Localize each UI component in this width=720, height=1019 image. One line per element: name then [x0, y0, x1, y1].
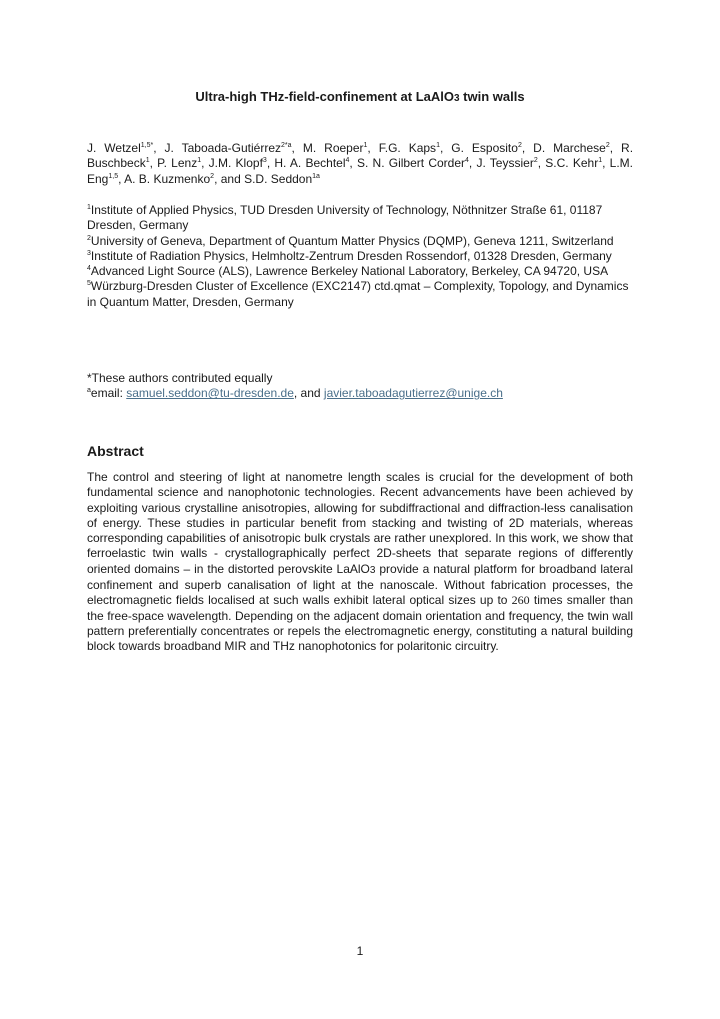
- affiliation-list: [87, 203, 633, 310]
- author-name: M. Roeper: [302, 141, 364, 155]
- author-affiliation-marker: 4: [345, 157, 350, 165]
- author-separator: ,: [537, 156, 546, 171]
- author-name: D. Marchese: [533, 141, 606, 155]
- author-separator: ,: [521, 141, 534, 155]
- author-name: H. A. Bechtel: [274, 156, 346, 171]
- paper-title: [87, 88, 633, 108]
- author-separator: ,: [367, 141, 379, 155]
- author-name: J.M. Klopf: [208, 156, 263, 171]
- abstract-part-1: The control and steering of light at nanometre length scales is crucial for the development of both fundamental science and nanophotonic technologies. Recent advancements have been achieved by exploiting various crystalline anisotropies, allowing for subdiffractional and diffraction-less canalisation of energy. These studies in particular benefit from stacking and twisting of 2D materials, whereas corresponding capabilities of anisotropic bulk crystals are rather unexplored. In this work, we show that ferroelastic twin walls - crystallographically perfect 2D-sheets that separate regions of differently oriented domains – in the distorted perovskite LaAlO: [87, 470, 633, 576]
- abstract-subscript: 3: [369, 564, 376, 576]
- author-affiliation-marker: 1: [363, 142, 368, 149]
- affiliation-text: Institute of Radiation Physics, Helmholtz-Zentrum Dresden Rossendorf, 01328 Dresden, Germany: [90, 248, 612, 263]
- author-affiliation-marker: 2: [605, 142, 610, 149]
- email-label: email:: [90, 386, 127, 401]
- author-name: G. Esposito: [451, 141, 518, 155]
- email-note: [87, 386, 633, 401]
- page-number: 1: [356, 944, 364, 958]
- author-notes: [87, 371, 633, 402]
- affiliation-number: 5: [87, 280, 91, 288]
- author-name: L.M. Eng: [87, 156, 634, 186]
- author-name: P. Lenz: [157, 156, 198, 171]
- affiliation-item: [87, 249, 633, 264]
- author-name: F.G. Kaps: [378, 141, 437, 155]
- affiliation-text: Institute of Applied Physics, TUD Dresden University of Technology, Nöthnitzer Straße 61, 01187 Dresden, Germany: [87, 203, 603, 233]
- title-main: Ultra-high THz-field-confinement at LaAlO: [195, 89, 454, 104]
- author-separator: ,: [291, 141, 303, 155]
- affiliation-item: [87, 264, 633, 279]
- author-affiliation-marker: 2: [533, 157, 538, 165]
- affiliation-number: 4: [87, 265, 91, 273]
- abstract-part-2: provide a natural platform for broadband lateral confinement and superb canalisation of light at the nanoscale. Without fabrication processes, the electromagnetic fields localised at such walls exhibit lateral optical sizes up to: [87, 561, 633, 608]
- author-separator: ,: [439, 141, 452, 155]
- author-affiliation-marker: 1,5: [108, 172, 119, 180]
- author-list: [87, 141, 633, 187]
- affiliation-number: 1: [87, 204, 91, 211]
- author-name: S.C. Kehr: [545, 156, 599, 171]
- author-name: S. N. Gilbert Corder: [356, 156, 465, 171]
- author-affiliation-marker: 1a: [312, 172, 320, 180]
- author-separator: ,: [153, 141, 165, 155]
- author-name: J. Teyssier: [476, 156, 534, 171]
- title-subscript: 3: [453, 93, 460, 104]
- author-separator: ,: [149, 156, 158, 171]
- author-affiliation-marker: 1: [436, 142, 440, 149]
- author-separator: ,: [609, 141, 622, 155]
- author-affiliation-marker: 2: [210, 172, 215, 180]
- author-affiliation-marker: 1: [598, 157, 603, 165]
- author-name: R. Buschbeck: [87, 141, 634, 171]
- author-name: A. B. Kuzmenko: [124, 171, 211, 186]
- affiliation-text: University of Geneva, Department of Quantum Matter Physics (DQMP), Geneva 1211, Switzerland: [90, 233, 614, 248]
- author-separator: ,: [349, 156, 357, 171]
- author-affiliation-marker: 1: [197, 157, 202, 165]
- email-joiner: , and: [293, 386, 324, 401]
- equal-contribution-note: *These authors contributed equally: [87, 371, 273, 385]
- abstract-number: 260: [511, 593, 530, 608]
- affiliation-number: 3: [87, 249, 91, 257]
- email-link-seddon[interactable]: samuel.seddon@tu-dresden.de: [126, 386, 294, 401]
- title-tail: twin walls: [459, 89, 525, 104]
- author-affiliation-marker: 1,5*: [140, 142, 154, 149]
- affiliation-item: [87, 234, 633, 249]
- author-name: J. Wetzel: [87, 141, 141, 155]
- author-separator: ,: [118, 171, 125, 186]
- author-separator: ,: [266, 156, 275, 171]
- author-separator: ,: [468, 156, 477, 171]
- author-name: S.D. Seddon: [244, 171, 313, 186]
- abstract-part-3: times smaller than the free-space wavelength. Depending on the adjacent domain orientation and frequency, the twin wall pattern preferentially concentrates or repels the electromagnetic energy, constituting a natural building block towards broadband MIR and THz nanophotonics for polaritonic circuitry.: [87, 593, 633, 654]
- author-separator: ,: [602, 156, 610, 171]
- author-affiliation-marker: 4: [465, 157, 469, 165]
- abstract-body: [87, 470, 633, 655]
- author-separator: ,: [201, 156, 209, 171]
- affiliation-item: [87, 279, 633, 310]
- author-affiliation-marker: 2: [517, 142, 522, 149]
- affiliation-text: Würzburg-Dresden Cluster of Excellence (EXC2147) ctd.qmat – Complexity, Topology, and Dynamics in Quantum Matter, Dresden, Germany: [87, 279, 629, 309]
- author-name: J. Taboada-Gutiérrez: [164, 141, 282, 155]
- email-link-taboada[interactable]: javier.taboadagutierrez@unige.ch: [323, 386, 503, 401]
- email-marker: a: [87, 387, 91, 395]
- author-affiliation-marker: 2*a: [281, 142, 292, 149]
- author-separator: , and: [214, 171, 245, 186]
- affiliation-number: 2: [87, 234, 91, 242]
- affiliation-text: Advanced Light Source (ALS), Lawrence Berkeley National Laboratory, Berkeley, CA 94720, USA: [90, 264, 609, 279]
- author-affiliation-marker: 1: [145, 157, 150, 165]
- abstract-heading: Abstract: [87, 443, 144, 459]
- author-affiliation-marker: 3: [262, 157, 267, 165]
- affiliation-item: [87, 203, 633, 234]
